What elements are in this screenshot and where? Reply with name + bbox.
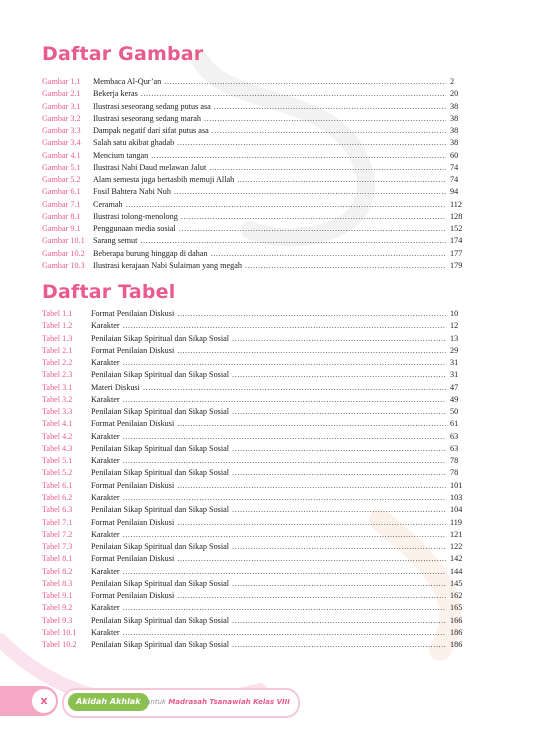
entry-page: 49 <box>450 394 459 404</box>
table-entry <box>42 627 470 639</box>
entry-label: Tabel 7.3 <box>42 542 73 552</box>
table-entry <box>42 602 470 614</box>
entry-title: Penilaian Sikap Spiritual dan Sikap Sosial <box>91 640 230 650</box>
entry-label: Tabel 4.3 <box>42 443 73 453</box>
entry-title: Penilaian Sikap Spiritual dan Sikap Sosial <box>91 468 230 478</box>
table-entry <box>42 541 470 553</box>
leader-dots <box>245 260 446 272</box>
entry-page: 61 <box>450 419 459 429</box>
table-entry <box>42 639 470 651</box>
entry-label: Gambar 4.1 <box>42 150 81 160</box>
footer-text <box>146 693 290 711</box>
entry-page: 13 <box>450 333 459 343</box>
leader-dots <box>123 455 446 467</box>
entry-page: 186 <box>450 640 463 650</box>
entry-label: Gambar 8.1 <box>42 211 81 221</box>
entry-title: Penilaian Sikap Spiritual dan Sikap Sosial <box>91 333 230 343</box>
entry-title: Format Penilaian Diskusi <box>91 517 175 527</box>
leader-dots <box>214 101 446 113</box>
entry-label: Tabel 8.3 <box>42 578 73 588</box>
entry-title: Penilaian Sikap Spiritual dan Sikap Sosial <box>91 443 230 453</box>
leader-dots <box>123 394 446 406</box>
entry-label: Gambar 9.1 <box>42 224 81 234</box>
entry-label: Tabel 2.1 <box>42 345 73 355</box>
leader-dots <box>232 615 446 627</box>
table-entry <box>42 578 470 590</box>
entry-title: Ilustrasi tolong-menolong <box>93 211 178 221</box>
table-entry <box>42 369 470 381</box>
entry-label: Tabel 3.2 <box>42 394 73 404</box>
entry-title: Penilaian Sikap Spiritual dan Sikap Sosial <box>91 370 230 380</box>
entry-label: Tabel 6.1 <box>42 480 73 490</box>
figure-entry <box>42 125 470 137</box>
entry-label: Tabel 3.1 <box>42 382 73 392</box>
entry-page: 162 <box>450 591 463 601</box>
entry-label: Tabel 1.2 <box>42 321 73 331</box>
entry-page: 166 <box>450 615 463 625</box>
leader-dots <box>143 382 446 394</box>
entry-page: 179 <box>450 260 463 270</box>
table-entry <box>42 615 470 627</box>
entry-page: 10 <box>450 309 459 318</box>
leader-dots <box>232 578 446 590</box>
entry-page: 121 <box>450 529 463 539</box>
entry-label: Gambar 2.1 <box>42 89 81 99</box>
leader-dots <box>177 553 446 565</box>
leader-dots <box>179 223 446 235</box>
entry-page: 104 <box>450 505 463 515</box>
figure-entry <box>42 186 470 198</box>
leader-dots <box>123 431 446 443</box>
entry-title: Ilustrasi seseorang sedang putus asa <box>93 101 211 111</box>
leader-dots <box>174 186 446 198</box>
table-entry <box>42 529 470 541</box>
entry-page: 31 <box>450 370 459 380</box>
table-entry <box>42 492 470 504</box>
entry-title: Ilustrasi seseorang sedang marah <box>93 113 201 123</box>
leader-dots <box>204 113 446 125</box>
entry-page: 165 <box>450 603 463 613</box>
table-entry <box>42 443 470 455</box>
leader-dots <box>232 504 446 516</box>
entry-label: Tabel 3.3 <box>42 407 73 417</box>
entry-page: 20 <box>450 89 459 99</box>
entry-label: Tabel 8.2 <box>42 566 73 576</box>
leader-dots <box>209 162 446 174</box>
entry-page: 63 <box>450 443 459 453</box>
entry-label: Gambar 10.1 <box>42 236 85 246</box>
entry-title: Ilustrasi kerajaan Nabi Sulaiman yang megah <box>93 260 242 270</box>
entry-page: 29 <box>450 345 459 355</box>
entry-label: Tabel 7.1 <box>42 517 73 527</box>
figure-entry <box>42 248 470 260</box>
entry-page: 112 <box>450 199 462 209</box>
table-entry <box>42 504 470 516</box>
entry-page: 50 <box>450 407 459 417</box>
entry-title: Format Penilaian Diskusi <box>91 591 175 601</box>
entry-title: Karakter <box>91 394 120 404</box>
entry-page: 94 <box>450 187 459 197</box>
table-list <box>42 308 470 651</box>
entry-page: 145 <box>450 578 463 588</box>
leader-dots <box>123 320 446 332</box>
leader-dots <box>126 199 446 211</box>
leader-dots <box>237 174 446 186</box>
leader-dots <box>141 88 446 100</box>
entry-label: Gambar 6.1 <box>42 187 81 197</box>
figure-entry <box>42 137 470 149</box>
entry-title: Karakter <box>91 627 120 637</box>
table-entry <box>42 320 470 332</box>
entry-title: Karakter <box>91 431 120 441</box>
leader-dots <box>123 566 446 578</box>
entry-title: Penilaian Sikap Spiritual dan Sikap Sosial <box>91 407 230 417</box>
entry-title: Format Penilaian Diskusi <box>91 480 175 490</box>
table-entry <box>42 566 470 578</box>
entry-title: Karakter <box>91 321 120 331</box>
table-entry <box>42 467 470 479</box>
table-entry <box>42 406 470 418</box>
entry-page: 119 <box>450 517 462 527</box>
leader-dots <box>123 602 446 614</box>
entry-page: 174 <box>450 236 463 246</box>
entry-page: 60 <box>450 150 459 160</box>
table-entry <box>42 382 470 394</box>
entry-title: Penilaian Sikap Spiritual dan Sikap Sosial <box>91 542 230 552</box>
entry-title: Karakter <box>91 358 120 368</box>
table-entry <box>42 394 470 406</box>
leader-dots <box>232 333 446 345</box>
entry-page: 38 <box>450 126 459 136</box>
entry-page: 186 <box>450 627 463 637</box>
entry-label: Tabel 4.1 <box>42 419 73 429</box>
entry-page: 144 <box>450 566 463 576</box>
entry-label: Tabel 4.2 <box>42 431 73 441</box>
figure-entry <box>42 223 470 235</box>
entry-title: Format Penilaian Diskusi <box>91 345 175 355</box>
entry-label: Tabel 2.3 <box>42 370 73 380</box>
entry-label: Tabel 6.2 <box>42 492 73 502</box>
table-entry <box>42 418 470 430</box>
entry-page: 31 <box>450 358 459 368</box>
entry-title: Format Penilaian Diskusi <box>91 554 175 564</box>
leader-dots <box>123 492 446 504</box>
leader-dots <box>232 541 446 553</box>
entry-label: Gambar 5.2 <box>42 175 81 185</box>
leader-dots <box>177 308 446 320</box>
entry-title: Karakter <box>91 529 120 539</box>
entry-label: Gambar 3.3 <box>42 126 81 136</box>
figure-entry <box>42 174 470 186</box>
subject-badge: Akidah Akhlak <box>68 693 149 711</box>
entry-title: Karakter <box>91 492 120 502</box>
leader-dots <box>151 150 446 162</box>
table-entry <box>42 590 470 602</box>
entry-label: Tabel 5.2 <box>42 468 73 478</box>
entry-title: Format Penilaian Diskusi <box>91 309 175 318</box>
leader-dots <box>211 248 446 260</box>
entry-page: 12 <box>450 321 459 331</box>
leader-dots <box>232 369 446 381</box>
entry-page: 177 <box>450 248 463 258</box>
entry-title: Format Penilaian Diskusi <box>91 419 175 429</box>
entry-page: 74 <box>450 175 459 185</box>
leader-dots <box>177 517 446 529</box>
figure-entry <box>42 76 470 88</box>
leader-dots <box>232 406 446 418</box>
entry-label: Tabel 8.1 <box>42 554 73 564</box>
table-entry <box>42 357 470 369</box>
entry-label: Tabel 1.3 <box>42 333 73 343</box>
entry-page: 63 <box>450 431 459 441</box>
leader-dots <box>177 590 446 602</box>
page-number: x <box>32 689 56 713</box>
figures-section-title: Daftar Gambar <box>42 43 204 65</box>
entry-label: Tabel 5.1 <box>42 456 73 466</box>
entry-title: Fosil Bahtera Nabi Nuh <box>93 187 171 197</box>
entry-page: 74 <box>450 162 459 172</box>
entry-label: Tabel 6.3 <box>42 505 73 515</box>
entry-page: 142 <box>450 554 463 564</box>
entry-page: 38 <box>450 138 459 148</box>
figure-entry <box>42 211 470 223</box>
entry-page: 2 <box>450 77 455 86</box>
entry-label: Gambar 7.1 <box>42 199 81 209</box>
entry-title: Dampak negatif dari sifat putus asa <box>93 126 209 136</box>
entry-label: Tabel 1.1 <box>42 309 73 318</box>
leader-dots <box>177 137 446 149</box>
table-entry <box>42 553 470 565</box>
table-entry <box>42 517 470 529</box>
entry-title: Penilaian Sikap Spiritual dan Sikap Sosial <box>91 505 230 515</box>
leader-dots <box>232 467 446 479</box>
entry-page: 122 <box>450 542 463 552</box>
leader-dots <box>164 76 446 88</box>
entry-title: Karakter <box>91 603 120 613</box>
entry-label: Tabel 2.2 <box>42 358 73 368</box>
table-entry <box>42 345 470 357</box>
entry-page: 38 <box>450 113 459 123</box>
leader-dots <box>212 125 446 137</box>
entry-label: Tabel 10.1 <box>42 627 77 637</box>
footer-for-text: untuk <box>146 698 167 706</box>
entry-label: Gambar 3.4 <box>42 138 81 148</box>
figure-entry <box>42 162 470 174</box>
entry-title: Alam semesta juga bertasbih memuji Allah <box>93 175 235 185</box>
entry-title: Salah satu akibat ghadab <box>93 138 175 148</box>
tables-section-title: Daftar Tabel <box>42 281 176 303</box>
entry-title: Penggunaan media sosial <box>93 224 176 234</box>
entry-label: Gambar 3.2 <box>42 113 81 123</box>
entry-page: 128 <box>450 211 463 221</box>
entry-title: Karakter <box>91 566 120 576</box>
table-entry <box>42 431 470 443</box>
figure-list <box>42 76 470 272</box>
entry-label: Tabel 9.2 <box>42 603 73 613</box>
entry-label: Tabel 9.3 <box>42 615 73 625</box>
figure-entry <box>42 260 470 272</box>
entry-label: Gambar 3.1 <box>42 101 81 111</box>
leader-dots <box>123 529 446 541</box>
entry-title: Ilustrasi Nabi Daud melawan Jalut <box>93 162 207 172</box>
entry-title: Bekerja keras <box>93 89 138 99</box>
entry-title: Membaca Al-Qur’an <box>93 77 162 86</box>
entry-title: Mencium tangan <box>93 150 149 160</box>
entry-title: Materi Diskusi <box>91 382 140 392</box>
entry-page: 103 <box>450 492 463 502</box>
entry-label: Gambar 1.1 <box>42 77 81 86</box>
entry-label: Tabel 7.2 <box>42 529 73 539</box>
leader-dots <box>177 345 446 357</box>
entry-title: Karakter <box>91 456 120 466</box>
table-entry <box>42 308 470 320</box>
leader-dots <box>123 357 446 369</box>
leader-dots <box>232 443 446 455</box>
figure-entry <box>42 150 470 162</box>
table-entry <box>42 455 470 467</box>
leader-dots <box>123 627 446 639</box>
entry-title: Penilaian Sikap Spiritual dan Sikap Sosial <box>91 578 230 588</box>
entry-page: 78 <box>450 456 459 466</box>
leader-dots <box>140 235 446 247</box>
leader-dots <box>177 418 446 430</box>
entry-label: Tabel 10.2 <box>42 640 77 650</box>
entry-page: 78 <box>450 468 459 478</box>
table-entry <box>42 480 470 492</box>
table-entry <box>42 333 470 345</box>
entry-label: Tabel 9.1 <box>42 591 73 601</box>
figure-entry <box>42 199 470 211</box>
entry-title: Beberapa burung hinggap di dahan <box>93 248 208 258</box>
entry-title: Ceramah <box>93 199 123 209</box>
leader-dots <box>177 480 446 492</box>
leader-dots <box>181 211 446 223</box>
entry-label: Gambar 5.1 <box>42 162 81 172</box>
entry-page: 38 <box>450 101 459 111</box>
leader-dots <box>232 639 446 651</box>
entry-page: 101 <box>450 480 463 490</box>
footer-school: Madrasah Tsanawiah Kelas VIII <box>168 698 290 706</box>
entry-label: Gambar 10.3 <box>42 260 85 270</box>
entry-page: 152 <box>450 224 463 234</box>
entry-title: Penilaian Sikap Spiritual dan Sikap Sosial <box>91 615 230 625</box>
entry-label: Gambar 10.2 <box>42 248 85 258</box>
figure-entry <box>42 113 470 125</box>
entry-title: Sarang semut <box>93 236 138 246</box>
figure-entry <box>42 235 470 247</box>
entry-page: 47 <box>450 382 459 392</box>
figure-entry <box>42 88 470 100</box>
figure-entry <box>42 101 470 113</box>
